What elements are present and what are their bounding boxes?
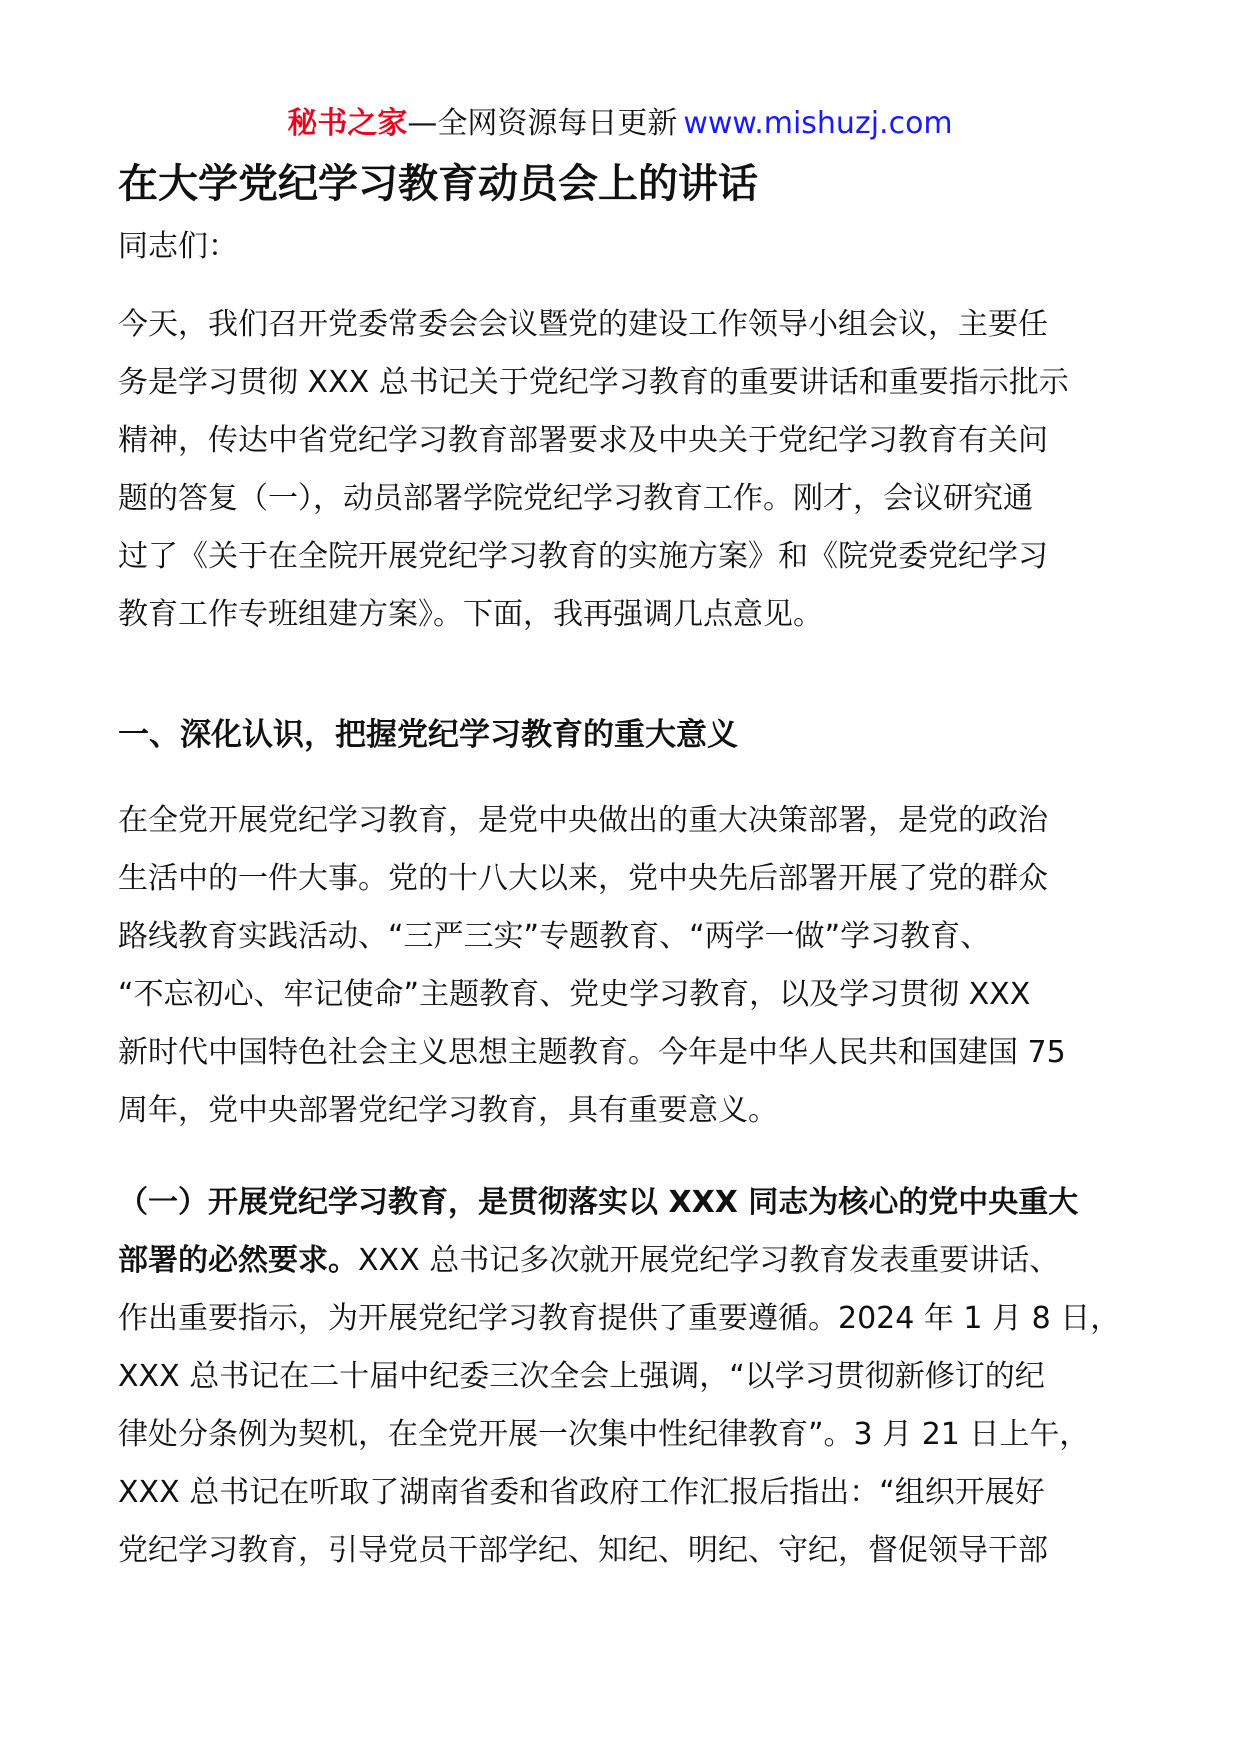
text-line: 过了《关于在全院开展党纪学习教育的实施方案》和《院党委党纪学习 bbox=[118, 539, 1048, 574]
subsection-heading: （一）开展党纪学习教育，是贯彻落实以 XXX 同志为核心的党中央重大 bbox=[118, 1185, 1079, 1220]
text-line: 今天，我们召开党委常委会会议暨党的建设工作领导小组会议，主要任 bbox=[118, 307, 1048, 342]
document-title: 在大学党纪学习教育动员会上的讲话 bbox=[118, 161, 758, 207]
text-line: 新时代中国特色社会主义思想主题教育。今年是中华人民共和国建国 75 bbox=[118, 1035, 1066, 1070]
text-line: 律处分条例为契机，在全党开展一次集中性纪律教育”。3 月 21 日上午， bbox=[118, 1417, 1090, 1452]
site-header bbox=[0, 104, 1240, 144]
text-line: 务是学习贯彻 XXX 总书记关于党纪学习教育的重要讲话和重要指示批示 bbox=[118, 365, 1069, 400]
text-run: XXX 总书记多次就开展党纪学习教育发表重要讲话、 bbox=[358, 1243, 1060, 1278]
site-name: 秘书之家 bbox=[287, 106, 408, 141]
section1-paragraph bbox=[118, 792, 1066, 1140]
text-line: 生活中的一件大事。党的十八大以来，党中央先后部署开展了党的群众 bbox=[118, 861, 1048, 896]
text-line: 题的答复（一），动员部署学院党纪学习教育工作。刚才，会议研究通 bbox=[118, 481, 1033, 516]
text-line: “不忘初心、牢记使命”主题教育、党史学习教育，以及学习贯彻 XXX bbox=[118, 977, 1031, 1012]
site-slogan: —全网资源每日更新 bbox=[407, 106, 678, 141]
text-line: XXX 总书记在听取了湖南省委和省政府工作汇报后指出：“组织开展好 bbox=[118, 1475, 1045, 1510]
site-url-link[interactable]: www.mishuzj.com bbox=[683, 106, 953, 141]
text-line: 在全党开展党纪学习教育，是党中央做出的重大决策部署，是党的政治 bbox=[118, 803, 1048, 838]
subsection-heading-end: 部署的必然要求。 bbox=[118, 1243, 358, 1278]
intro-paragraph bbox=[118, 296, 1069, 644]
text-line: 党纪学习教育，引导党员干部学纪、知纪、明纪、守纪，督促领导干部 bbox=[118, 1533, 1048, 1568]
text-line: 周年，党中央部署党纪学习教育，具有重要意义。 bbox=[118, 1093, 778, 1128]
text-line: XXX 总书记在二十届中纪委三次全会上强调，“以学习贯彻新修订的纪 bbox=[118, 1359, 1045, 1394]
text-line: 精神，传达中省党纪学习教育部署要求及中央关于党纪学习教育有关问 bbox=[118, 423, 1048, 458]
greeting: 同志们： bbox=[118, 229, 238, 264]
text-line bbox=[118, 1232, 1120, 1290]
subsection1-paragraph bbox=[118, 1174, 1120, 1580]
text-line: 教育工作专班组建方案》。下面，我再强调几点意见。 bbox=[118, 597, 823, 632]
text-line: 路线教育实践活动、“三严三实”专题教育、“两学一做”学习教育、 bbox=[118, 919, 991, 954]
text-line: 作出重要指示，为开展党纪学习教育提供了重要遵循。2024 年 1 月 8 日， bbox=[118, 1301, 1121, 1336]
section-heading: 一、深化认识，把握党纪学习教育的重大意义 bbox=[118, 717, 738, 753]
